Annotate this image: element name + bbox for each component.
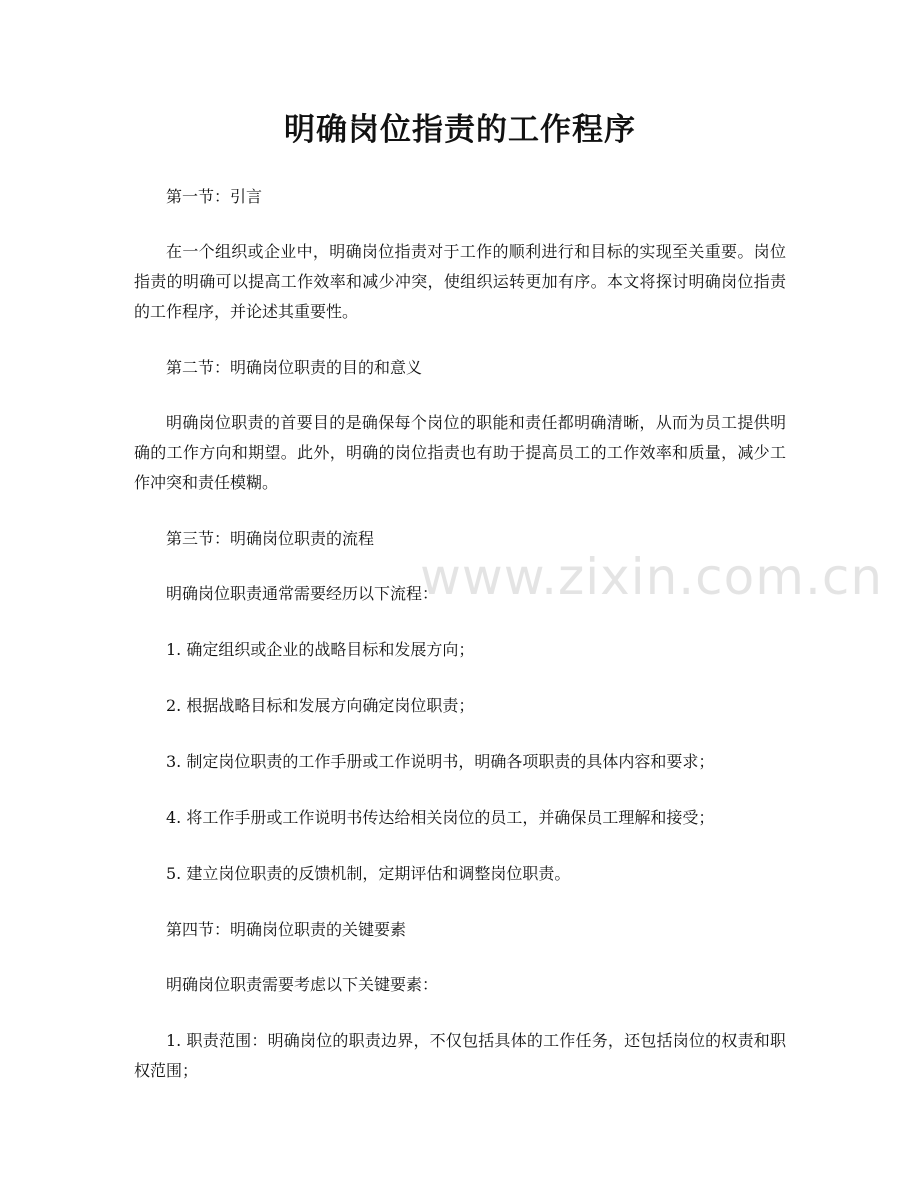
document-title: 明确岗位指责的工作程序 bbox=[284, 112, 636, 148]
list-item: 1. 确定组织或企业的战略目标和发展方向； bbox=[166, 640, 475, 659]
paragraph-purpose: 明确岗位职责的首要目的是确保每个岗位的职能和责任都明确清晰，从而为员工提供明确的工作方向和期望。此外，明确的岗位指责也有助于提高员工的工作效率和质量，减少工作冲突和责任模糊。 bbox=[134, 413, 786, 492]
list-item: 4. 将工作手册或工作说明书传达给相关岗位的员工，并确保员工理解和接受； bbox=[166, 808, 715, 827]
section-heading-elements: 第四节：明确岗位职责的关键要素 bbox=[166, 920, 407, 939]
paragraph-elements-intro: 明确岗位职责需要考虑以下关键要素： bbox=[166, 975, 439, 994]
watermark-text: www.zixin.com.cn bbox=[420, 548, 884, 606]
list-item: 1. 职责范围：明确岗位的职责边界，不仅包括具体的工作任务，还包括岗位的权责和职权范围； bbox=[134, 1031, 786, 1080]
section-heading-purpose: 第二节：明确岗位职责的目的和意义 bbox=[166, 358, 423, 377]
list-item: 3. 制定岗位职责的工作手册或工作说明书，明确各项职责的具体内容和要求； bbox=[166, 752, 715, 771]
section-heading-process: 第三节：明确岗位职责的流程 bbox=[166, 529, 375, 548]
list-item: 2. 根据战略目标和发展方向确定岗位职责； bbox=[166, 696, 475, 715]
section-heading-intro: 第一节：引言 bbox=[166, 187, 263, 206]
paragraph-intro: 在一个组织或企业中，明确岗位指责对于工作的顺利进行和目标的实现至关重要。岗位指责的明确可以提高工作效率和减少冲突，使组织运转更加有序。本文将探讨明确岗位指责的工作程序，并论述其重要性。 bbox=[134, 242, 786, 321]
list-item: 5. 建立岗位职责的反馈机制，定期评估和调整岗位职责。 bbox=[166, 864, 571, 883]
paragraph-process-intro: 明确岗位职责通常需要经历以下流程： bbox=[166, 584, 439, 603]
document-body bbox=[134, 182, 786, 1112]
